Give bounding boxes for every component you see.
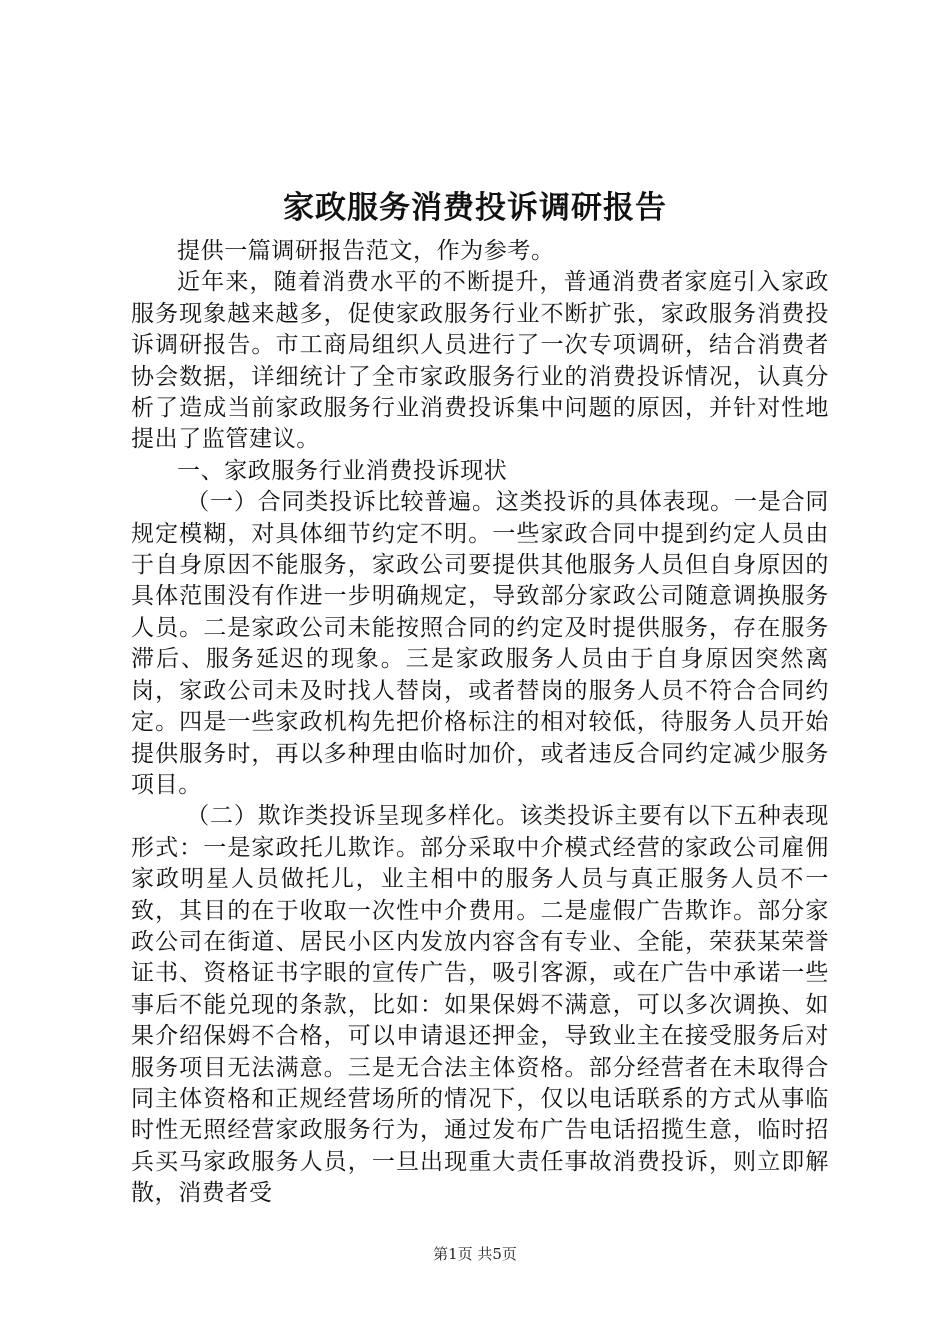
paragraph-background: 近年来，随着消费水平的不断提升，普通消费者家庭引入家政服务现象越来越多，促使家政服务行业不断扩张，家政服务消费投诉调研报告。市工商局组织人员进行了一次专项调研，结合消费者协会数据，详细统计了全市家政服务行业的消费投诉情况，认真分析了造成当前家政服务行业消费投诉集中问题的原因，并针对性地提出了监管建议。	[131, 269, 829, 453]
document-title: 家政服务消费投诉调研报告	[283, 190, 667, 226]
paragraph-fraud-complaints: （二）欺诈类投诉呈现多样化。该类投诉主要有以下五种表现形式：一是家政托儿欺诈。部分采取中介模式经营的家政公司雇佣家政明星人员做托儿，业主相中的服务人员与真正服务人员不一致，其目的在于收取一次性中介费用。二是虚假广告欺诈。部分家政公司在街道、居民小区内发放内容含有专业、全能，荣获某荣誉证书、资格证书字眼的宣传广告，吸引客源，或在广告中承诺一些事后不能兑现的条款，比如：如果保姆不满意，可以多次调换、如果介绍保姆不合格，可以申请退还押金，导致业主在接受服务后对服务项目无法满意。三是无合法主体资格。部分经营者在未取得合同主体资格和正规经营场所的情况下，仅以电话联系的方式从事临时性无照经营家政服务行为，通过发布广告电话招揽生意，临时招兵买马家政服务人员，一旦出现重大责任事故消费投诉，则立即解散，消费者受	[131, 803, 829, 1207]
section-heading: 一、家政服务行业消费投诉现状	[177, 457, 508, 484]
paragraph-contract-complaints: （一）合同类投诉比较普遍。这类投诉的具体表现。一是合同规定模糊，对具体细节约定不明。一些家政合同中提到约定人员由于自身原因不能服务，家政公司要提供其他服务人员但自身原因的具体范围没有作进一步明确规定，导致部分家政公司随意调换服务人员。二是家政公司未能按照合同的约定及时提供服务，存在服务滞后、服务延迟的现象。三是家政服务人员由于自身原因突然离岗，家政公司未及时找人替岗，或者替岗的服务人员不符合合同约定。四是一些家政机构先把价格标注的相对较低，待服务人员开始提供服务时，再以多种理由临时加价，或者违反合同约定减少服务项目。	[131, 489, 829, 798]
paragraph-intro: 提供一篇调研报告范文，作为参考。	[177, 238, 555, 264]
page-footer: 第1页 共5页	[433, 1245, 517, 1263]
document-body	[131, 236, 829, 1210]
